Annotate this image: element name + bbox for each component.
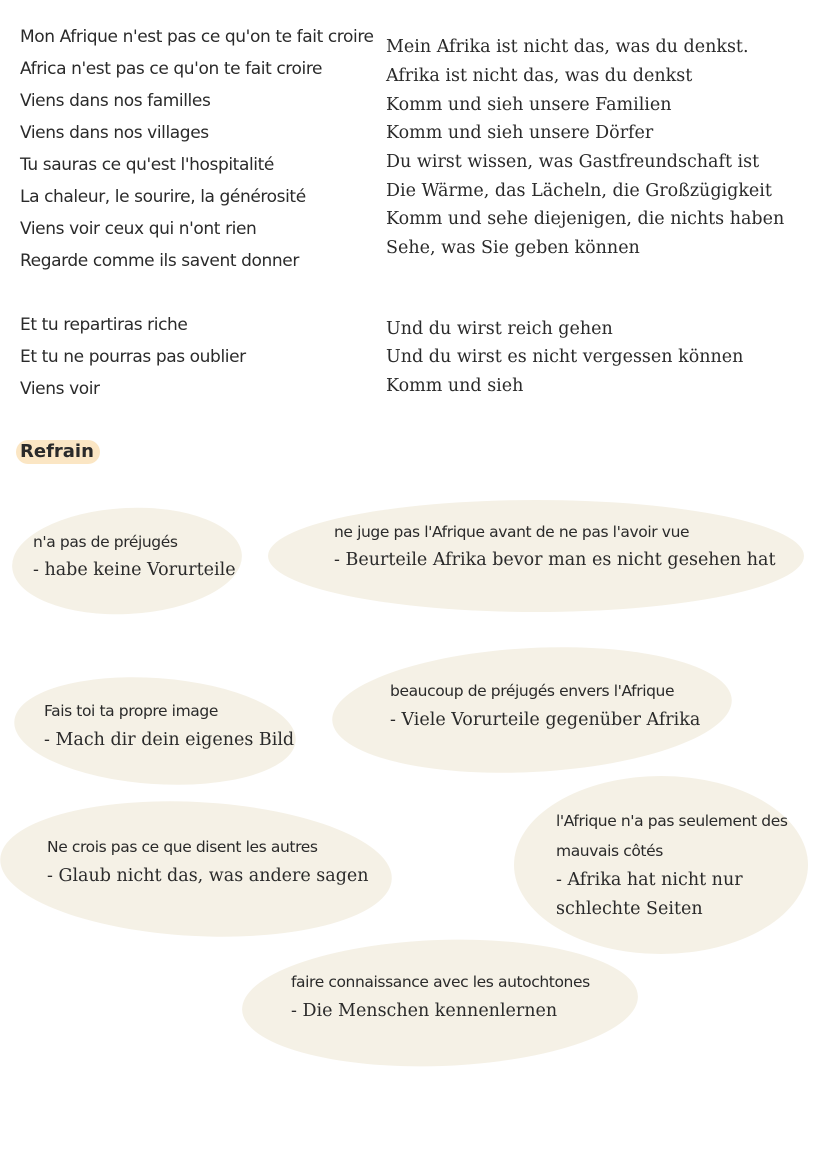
bubble-french-text: Fais toi ta propre image xyxy=(44,702,218,720)
refrain-heading: Refrain xyxy=(16,440,100,464)
french-line: Viens voir xyxy=(20,379,100,399)
bubble-german-text: - Afrika hat nicht nur xyxy=(556,870,743,890)
bubble-german-text: - Mach dir dein eigenes Bild xyxy=(44,730,295,750)
bubble-french-text: beaucoup de préjugés envers l'Afrique xyxy=(390,682,675,700)
french-line: Tu sauras ce qu'est l'hospitalité xyxy=(20,155,274,175)
bubble-french-text: n'a pas de préjugés xyxy=(33,533,178,551)
french-line: Et tu ne pourras pas oublier xyxy=(20,347,246,367)
german-line: Afrika ist nicht das, was du denkst xyxy=(386,66,693,86)
bubble-french-text: l'Afrique n'a pas seulement des xyxy=(556,812,788,830)
french-line: Regarde comme ils savent donner xyxy=(20,251,299,271)
bubble-german-text: - Beurteile Afrika bevor man es nicht gesehen hat xyxy=(334,550,776,570)
bubble-german-text: - Glaub nicht das, was andere sagen xyxy=(47,866,369,886)
bubble-background xyxy=(514,776,808,954)
french-line: La chaleur, le sourire, la générosité xyxy=(20,187,306,207)
bubble-german-text: - habe keine Vorurteile xyxy=(33,560,236,580)
bubble-german-text: schlechte Seiten xyxy=(556,899,703,919)
french-line: Et tu repartiras riche xyxy=(20,315,188,335)
german-line: Und du wirst es nicht vergessen können xyxy=(386,347,744,367)
german-line: Komm und sieh unsere Familien xyxy=(386,95,672,115)
french-line: Africa n'est pas ce qu'on te fait croire xyxy=(20,59,323,79)
bubble-french-text: Ne crois pas ce que disent les autres xyxy=(47,838,318,856)
french-line: Viens dans nos villages xyxy=(20,123,209,143)
bubble-german-text: - Die Menschen kennenlernen xyxy=(291,1001,558,1021)
german-line: Komm und sehe diejenigen, die nichts haben xyxy=(386,209,785,229)
french-line: Viens voir ceux qui n'ont rien xyxy=(20,219,257,239)
german-line: Komm und sieh xyxy=(386,376,524,396)
bubble-german-text: - Viele Vorurteile gegenüber Afrika xyxy=(390,710,701,730)
bubble-french-text: mauvais côtés xyxy=(556,842,663,860)
french-line: Viens dans nos familles xyxy=(20,91,211,111)
bubble-french-text: faire connaissance avec les autochtones xyxy=(291,973,590,991)
german-line: Komm und sieh unsere Dörfer xyxy=(386,123,654,143)
german-line: Mein Afrika ist nicht das, was du denkst. xyxy=(386,37,749,57)
bubble-french-text: ne juge pas l'Afrique avant de ne pas l'avoir vue xyxy=(334,523,690,541)
french-line: Mon Afrique n'est pas ce qu'on te fait croire xyxy=(20,27,374,47)
german-line: Sehe, was Sie geben können xyxy=(386,238,640,258)
german-line: Die Wärme, das Lächeln, die Großzügigkeit xyxy=(386,181,772,201)
german-line: Und du wirst reich gehen xyxy=(386,319,613,339)
german-line: Du wirst wissen, was Gastfreundschaft ist xyxy=(386,152,760,172)
